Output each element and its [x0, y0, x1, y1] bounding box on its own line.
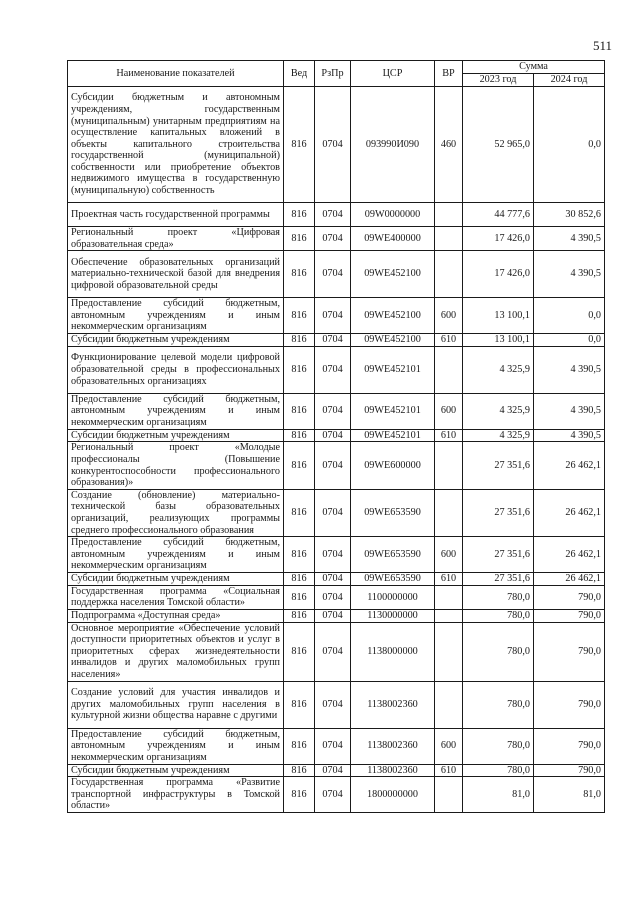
table-row	[68, 622, 605, 681]
cell-ved: 816	[284, 203, 315, 227]
cell-rzpr: 0704	[315, 298, 351, 334]
cell-csr: 09W0000000	[351, 203, 435, 227]
cell-rzpr: 0704	[315, 609, 351, 622]
cell-name: Субсидии бюджетным учреждениям	[68, 334, 284, 347]
cell-ved: 816	[284, 764, 315, 777]
cell-name: Проектная часть государственной программы	[68, 203, 284, 227]
cell-ved: 816	[284, 489, 315, 536]
cell-rzpr: 0704	[315, 227, 351, 251]
cell-y2023: 780,0	[463, 764, 534, 777]
header-csr: ЦСР	[351, 61, 435, 87]
cell-y2023: 4 325,9	[463, 346, 534, 393]
cell-y2023: 780,0	[463, 585, 534, 609]
cell-vr	[435, 585, 463, 609]
cell-vr	[435, 227, 463, 251]
cell-csr: 09WE452100	[351, 251, 435, 298]
cell-vr: 460	[435, 87, 463, 203]
table-row	[68, 442, 605, 489]
cell-rzpr: 0704	[315, 489, 351, 536]
cell-vr: 600	[435, 393, 463, 429]
cell-y2024: 4 390,5	[534, 346, 605, 393]
table-row	[68, 489, 605, 536]
cell-y2024: 26 462,1	[534, 573, 605, 586]
cell-y2024: 26 462,1	[534, 537, 605, 573]
table-row	[68, 251, 605, 298]
cell-y2023: 780,0	[463, 622, 534, 681]
cell-y2024: 790,0	[534, 609, 605, 622]
cell-y2023: 780,0	[463, 681, 534, 728]
cell-csr: 1138000000	[351, 622, 435, 681]
cell-name: Предоставление субсидий бюджетным, автономным учреждениям и иным некоммерческим организациям	[68, 298, 284, 334]
cell-name: Региональный проект «Цифровая образовательная среда»	[68, 227, 284, 251]
cell-vr	[435, 203, 463, 227]
cell-rzpr: 0704	[315, 251, 351, 298]
cell-y2023: 27 351,6	[463, 442, 534, 489]
cell-y2023: 81,0	[463, 777, 534, 813]
cell-y2024: 790,0	[534, 681, 605, 728]
cell-rzpr: 0704	[315, 393, 351, 429]
cell-name: Субсидии бюджетным учреждениям	[68, 573, 284, 586]
cell-name: Предоставление субсидий бюджетным, автономным учреждениям и иным некоммерческим организациям	[68, 728, 284, 764]
cell-ved: 816	[284, 622, 315, 681]
header-vr: ВР	[435, 61, 463, 87]
cell-rzpr: 0704	[315, 442, 351, 489]
cell-ved: 816	[284, 346, 315, 393]
cell-name: Предоставление субсидий бюджетным, автономным учреждениям и иным некоммерческим организациям	[68, 537, 284, 573]
cell-rzpr: 0704	[315, 203, 351, 227]
cell-ved: 816	[284, 537, 315, 573]
cell-csr: 09WE653590	[351, 573, 435, 586]
cell-csr: 093990И090	[351, 87, 435, 203]
cell-name: Государственная программа «Развитие транспортной инфраструктуры в Томской области»	[68, 777, 284, 813]
table-body	[68, 87, 605, 813]
table-row	[68, 764, 605, 777]
cell-rzpr: 0704	[315, 585, 351, 609]
cell-csr: 09WE452101	[351, 346, 435, 393]
cell-ved: 816	[284, 87, 315, 203]
cell-y2024: 0,0	[534, 87, 605, 203]
cell-ved: 816	[284, 393, 315, 429]
cell-csr: 09WE400000	[351, 227, 435, 251]
cell-name: Субсидии бюджетным и автономным учреждениям, государственным (муниципальным) унитарным предприятиям на осуществление капитальных вложений в объекты капитального строительства государственной (муниципальной) собственности или приобретение объектов недвижимого имущества в государственную (муниципальную) собственность	[68, 87, 284, 203]
cell-name: Функционирование целевой модели цифровой образовательной среды в профессиональных образовательных организациях	[68, 346, 284, 393]
cell-vr: 610	[435, 334, 463, 347]
cell-csr: 09WE452100	[351, 298, 435, 334]
header-2023: 2023 год	[463, 74, 534, 87]
cell-y2024: 4 390,5	[534, 251, 605, 298]
cell-vr: 600	[435, 537, 463, 573]
table-row	[68, 429, 605, 442]
table-row	[68, 346, 605, 393]
cell-name: Подпрограмма «Доступная среда»	[68, 609, 284, 622]
table-row	[68, 681, 605, 728]
cell-ved: 816	[284, 442, 315, 489]
cell-vr	[435, 622, 463, 681]
cell-name: Предоставление субсидий бюджетным, автономным учреждениям и иным некоммерческим организациям	[68, 393, 284, 429]
cell-y2023: 4 325,9	[463, 429, 534, 442]
cell-vr	[435, 346, 463, 393]
cell-y2023: 27 351,6	[463, 537, 534, 573]
budget-table	[67, 60, 605, 813]
cell-csr: 09WE452101	[351, 393, 435, 429]
cell-y2024: 26 462,1	[534, 442, 605, 489]
cell-ved: 816	[284, 728, 315, 764]
cell-y2023: 27 351,6	[463, 573, 534, 586]
cell-ved: 816	[284, 251, 315, 298]
cell-ved: 816	[284, 681, 315, 728]
cell-csr: 09WE452101	[351, 429, 435, 442]
cell-y2023: 13 100,1	[463, 298, 534, 334]
table-row	[68, 227, 605, 251]
cell-csr: 09WE653590	[351, 489, 435, 536]
cell-name: Обеспечение образовательных организаций материально-технической базой для внедрения цифровой образовательной среды	[68, 251, 284, 298]
cell-csr: 1130000000	[351, 609, 435, 622]
cell-ved: 816	[284, 585, 315, 609]
cell-vr	[435, 251, 463, 298]
table-row	[68, 573, 605, 586]
cell-vr: 610	[435, 429, 463, 442]
cell-y2023: 13 100,1	[463, 334, 534, 347]
cell-rzpr: 0704	[315, 87, 351, 203]
cell-vr	[435, 777, 463, 813]
table-row	[68, 298, 605, 334]
cell-rzpr: 0704	[315, 764, 351, 777]
cell-name: Создание (обновление) материально-технической базы образовательных организаций, реализующих программы среднего профессионального образования	[68, 489, 284, 536]
header-2024: 2024 год	[534, 74, 605, 87]
table-row	[68, 728, 605, 764]
cell-rzpr: 0704	[315, 681, 351, 728]
cell-vr: 610	[435, 764, 463, 777]
cell-y2024: 26 462,1	[534, 489, 605, 536]
cell-ved: 816	[284, 609, 315, 622]
cell-vr	[435, 489, 463, 536]
cell-vr: 600	[435, 298, 463, 334]
cell-y2024: 4 390,5	[534, 429, 605, 442]
cell-y2023: 44 777,6	[463, 203, 534, 227]
cell-ved: 816	[284, 298, 315, 334]
cell-rzpr: 0704	[315, 622, 351, 681]
cell-ved: 816	[284, 573, 315, 586]
cell-y2024: 30 852,6	[534, 203, 605, 227]
cell-rzpr: 0704	[315, 573, 351, 586]
header-sum: Сумма	[463, 61, 605, 74]
cell-csr: 1100000000	[351, 585, 435, 609]
cell-y2024: 790,0	[534, 728, 605, 764]
table-row	[68, 585, 605, 609]
cell-csr: 1138002360	[351, 764, 435, 777]
cell-ved: 816	[284, 227, 315, 251]
cell-y2024: 4 390,5	[534, 227, 605, 251]
header-name: Наименование показателей	[68, 61, 284, 87]
cell-csr: 1138002360	[351, 728, 435, 764]
cell-vr	[435, 609, 463, 622]
cell-rzpr: 0704	[315, 346, 351, 393]
cell-name: Государственная программа «Социальная поддержка населения Томской области»	[68, 585, 284, 609]
table-row	[68, 203, 605, 227]
cell-y2023: 17 426,0	[463, 251, 534, 298]
cell-y2024: 4 390,5	[534, 393, 605, 429]
cell-y2023: 4 325,9	[463, 393, 534, 429]
cell-vr	[435, 681, 463, 728]
cell-rzpr: 0704	[315, 537, 351, 573]
cell-y2023: 17 426,0	[463, 227, 534, 251]
cell-y2023: 27 351,6	[463, 489, 534, 536]
cell-rzpr: 0704	[315, 728, 351, 764]
cell-name: Субсидии бюджетным учреждениям	[68, 429, 284, 442]
cell-vr: 600	[435, 728, 463, 764]
cell-vr: 610	[435, 573, 463, 586]
cell-vr	[435, 442, 463, 489]
cell-csr: 09WE452100	[351, 334, 435, 347]
cell-name: Субсидии бюджетным учреждениям	[68, 764, 284, 777]
cell-y2023: 52 965,0	[463, 87, 534, 203]
page-number: 511	[592, 38, 612, 53]
cell-csr: 1138002360	[351, 681, 435, 728]
cell-y2024: 0,0	[534, 298, 605, 334]
cell-rzpr: 0704	[315, 334, 351, 347]
cell-rzpr: 0704	[315, 777, 351, 813]
table-row	[68, 334, 605, 347]
header-ved: Вед	[284, 61, 315, 87]
cell-csr: 09WE653590	[351, 537, 435, 573]
cell-csr: 09WE600000	[351, 442, 435, 489]
table-row	[68, 393, 605, 429]
cell-name: Основное мероприятие «Обеспечение условий доступности приоритетных объектов и услуг в приоритетных сферах жизнедеятельности инвалидов и других маломобильных групп населения»	[68, 622, 284, 681]
cell-y2024: 790,0	[534, 764, 605, 777]
cell-y2024: 790,0	[534, 585, 605, 609]
cell-y2023: 780,0	[463, 609, 534, 622]
cell-rzpr: 0704	[315, 429, 351, 442]
cell-ved: 816	[284, 334, 315, 347]
header-rzpr: РзПр	[315, 61, 351, 87]
cell-ved: 816	[284, 777, 315, 813]
cell-y2024: 0,0	[534, 334, 605, 347]
table-row	[68, 537, 605, 573]
cell-name: Региональный проект «Молодые профессионалы (Повышение конкурентоспособности профессионального образования)»	[68, 442, 284, 489]
table-row	[68, 777, 605, 813]
cell-name: Создание условий для участия инвалидов и других маломобильных групп населения в культурной жизни общества наравне с другими	[68, 681, 284, 728]
table-row	[68, 609, 605, 622]
cell-y2024: 81,0	[534, 777, 605, 813]
cell-y2024: 790,0	[534, 622, 605, 681]
table-row	[68, 87, 605, 203]
cell-y2023: 780,0	[463, 728, 534, 764]
cell-csr: 1800000000	[351, 777, 435, 813]
cell-ved: 816	[284, 429, 315, 442]
